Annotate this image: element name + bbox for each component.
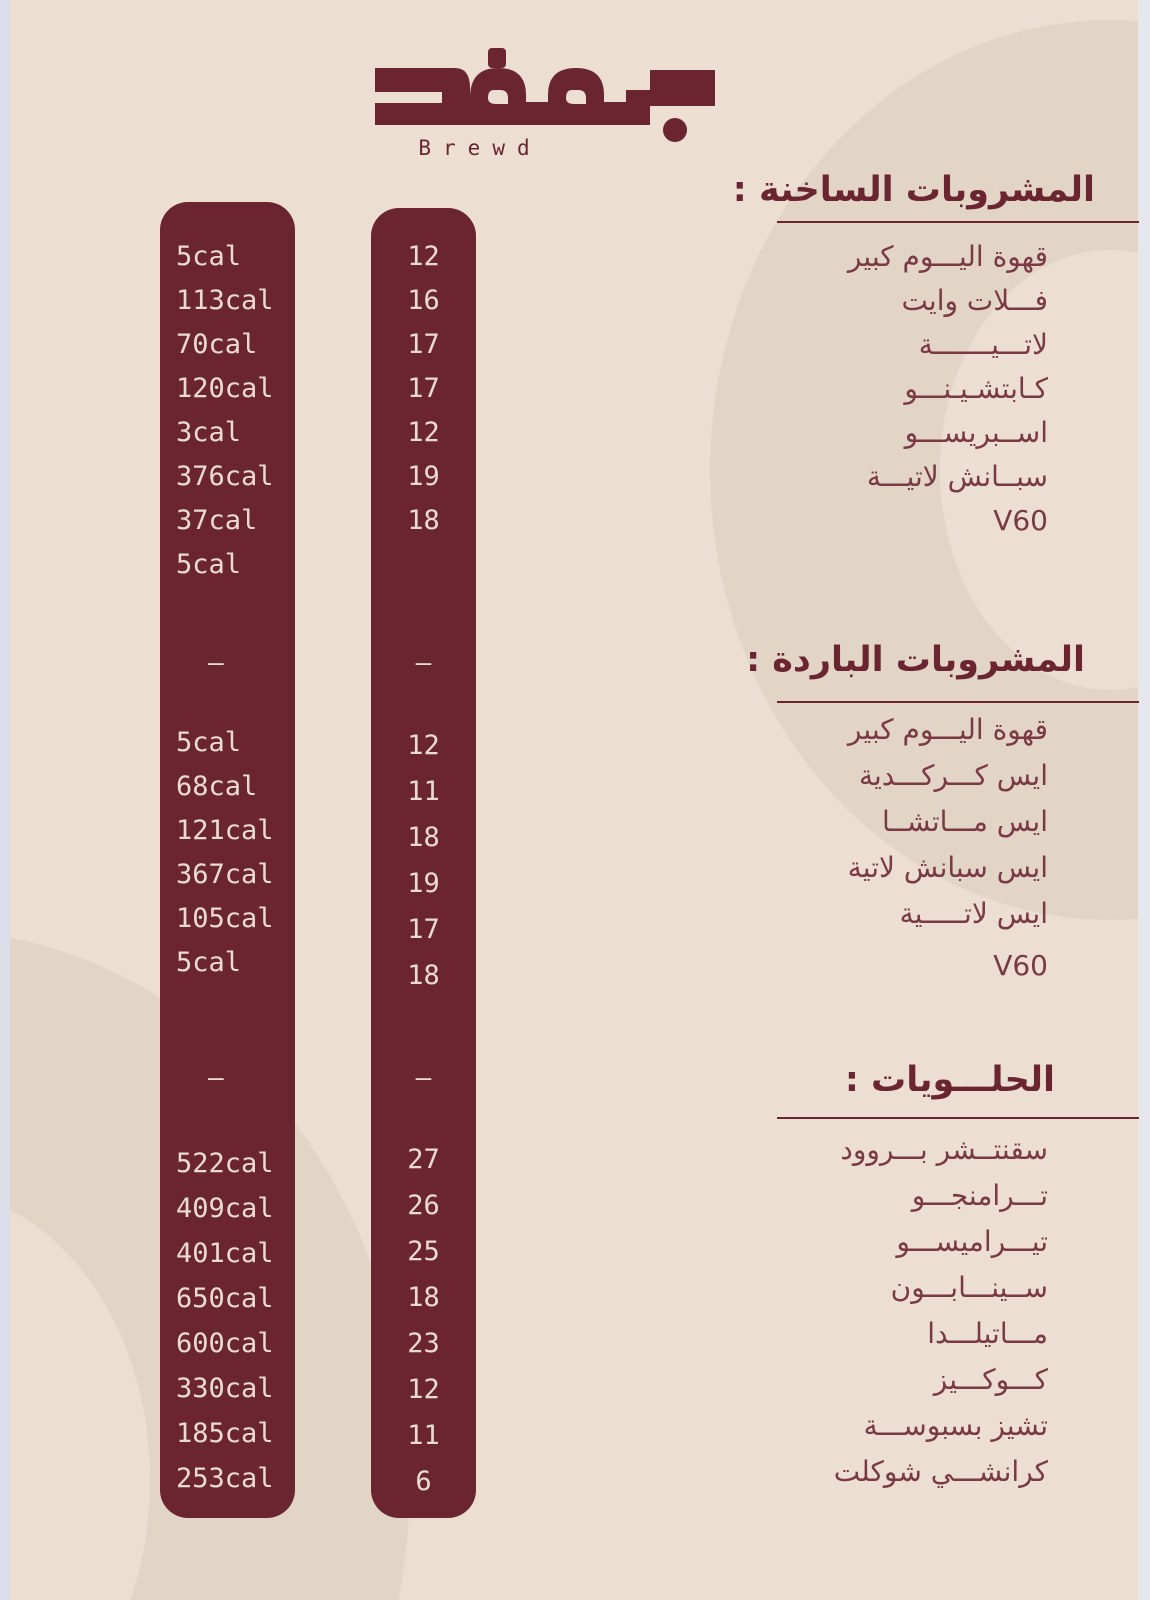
cold-item-4: ايس سبانش لاتية (847, 851, 1048, 884)
brand-logo (370, 40, 730, 150)
cold-drinks-title: المشروبات الباردة : (746, 640, 1085, 680)
cold-price-4: 19 (407, 868, 440, 899)
dessert-price-3: 25 (407, 1236, 440, 1267)
cold-item-6: V60 (993, 949, 1048, 982)
cold-cal-5: 105cal (176, 903, 274, 934)
cold-price-6: 18 (407, 960, 440, 991)
dessert-cal-3: 401cal (176, 1238, 274, 1269)
dessert-item-8: كرانشـــي شوكلت (833, 1455, 1048, 1488)
dessert-item-5: مـــاتيلـــدا (927, 1317, 1048, 1350)
hot-item-6: سبــانش لاتيـــة (866, 460, 1048, 493)
hot-drinks-divider (777, 221, 1139, 223)
dessert-item-2: تـــرامنجـــو (911, 1179, 1048, 1212)
left-edge (0, 0, 10, 1600)
dessert-item-4: ســينـــابـــون (890, 1271, 1048, 1304)
right-edge (1138, 0, 1150, 1600)
hot-item-5: اســبريســـو (904, 416, 1048, 449)
cold-item-2: ايس كـــركـــدية (859, 759, 1048, 792)
hot-price-3: 17 (407, 329, 440, 360)
dessert-price-1: 27 (407, 1144, 440, 1175)
cold-item-1: قهوة اليـــوم كبير (847, 713, 1048, 746)
dessert-price-6: 12 (407, 1374, 440, 1405)
hot-cal-7: 37cal (176, 505, 258, 536)
cold-price-3: 18 (407, 822, 440, 853)
hot-price-separator: – (415, 648, 432, 678)
dessert-cal-4: 650cal (176, 1283, 274, 1314)
hot-cal-4: 120cal (176, 373, 274, 404)
brand-latin-name: Brewd (418, 136, 542, 160)
hot-price-2: 16 (407, 285, 440, 316)
hot-item-3: لاتـــيـــــــة (918, 328, 1048, 361)
hot-price-6: 19 (407, 461, 440, 492)
cold-cal-2: 68cal (176, 771, 258, 802)
hot-cal-3: 70cal (176, 329, 258, 360)
hot-cal-6: 376cal (176, 461, 274, 492)
desserts-divider (777, 1117, 1139, 1119)
desserts-title: الحلـــويات : (844, 1060, 1055, 1100)
prices-column (371, 208, 476, 1518)
cold-cal-6: 5cal (176, 947, 242, 978)
hot-item-7: V60 (993, 504, 1048, 537)
hot-cal-separator: – (208, 648, 224, 678)
dessert-price-7: 11 (407, 1420, 440, 1451)
hot-cal-8: 5cal (176, 549, 242, 580)
dessert-cal-6: 330cal (176, 1373, 274, 1404)
hot-cal-1: 5cal (176, 241, 242, 272)
hot-price-5: 12 (407, 417, 440, 448)
dessert-cal-5: 600cal (176, 1328, 274, 1359)
cold-cal-3: 121cal (176, 815, 274, 846)
hot-cal-5: 3cal (176, 417, 242, 448)
dessert-item-6: كـــوكـــيز (933, 1363, 1048, 1396)
hot-price-1: 12 (407, 241, 440, 272)
dessert-cal-2: 409cal (176, 1193, 274, 1224)
cold-price-1: 12 (407, 730, 440, 761)
hot-item-2: فـــلات وايت (901, 284, 1048, 317)
dessert-item-3: تيـــراميســـو (896, 1225, 1048, 1258)
dessert-price-4: 18 (407, 1282, 440, 1313)
cold-price-5: 17 (407, 914, 440, 945)
cold-price-2: 11 (407, 776, 440, 807)
dessert-cal-1: 522cal (176, 1148, 274, 1179)
dessert-price-8: 6 (415, 1466, 432, 1497)
hot-price-4: 17 (407, 373, 440, 404)
hot-price-7: 18 (407, 505, 440, 536)
dessert-item-1: سقنتــشر بـــروود (840, 1133, 1048, 1166)
cold-cal-separator: – (208, 1063, 224, 1093)
dessert-item-7: تشيز بسبوســـة (863, 1409, 1048, 1442)
hot-cal-2: 113cal (176, 285, 274, 316)
hot-item-4: كـابتشـيـنـــو (904, 372, 1048, 405)
cold-price-separator: – (415, 1063, 432, 1093)
dessert-price-5: 23 (407, 1328, 440, 1359)
hot-item-1: قهوة اليـــوم كبير (847, 240, 1048, 273)
hot-drinks-title: المشروبات الساخنة : (732, 170, 1095, 210)
cold-cal-1: 5cal (176, 727, 242, 758)
cold-drinks-divider (777, 701, 1139, 703)
cold-cal-4: 367cal (176, 859, 274, 890)
dessert-price-2: 26 (407, 1190, 440, 1221)
dessert-cal-8: 253cal (176, 1463, 274, 1494)
cold-item-3: ايس مـــاتشــا (881, 805, 1048, 838)
dessert-cal-7: 185cal (176, 1418, 274, 1449)
cold-item-5: ايس لاتـــــية (899, 897, 1048, 930)
